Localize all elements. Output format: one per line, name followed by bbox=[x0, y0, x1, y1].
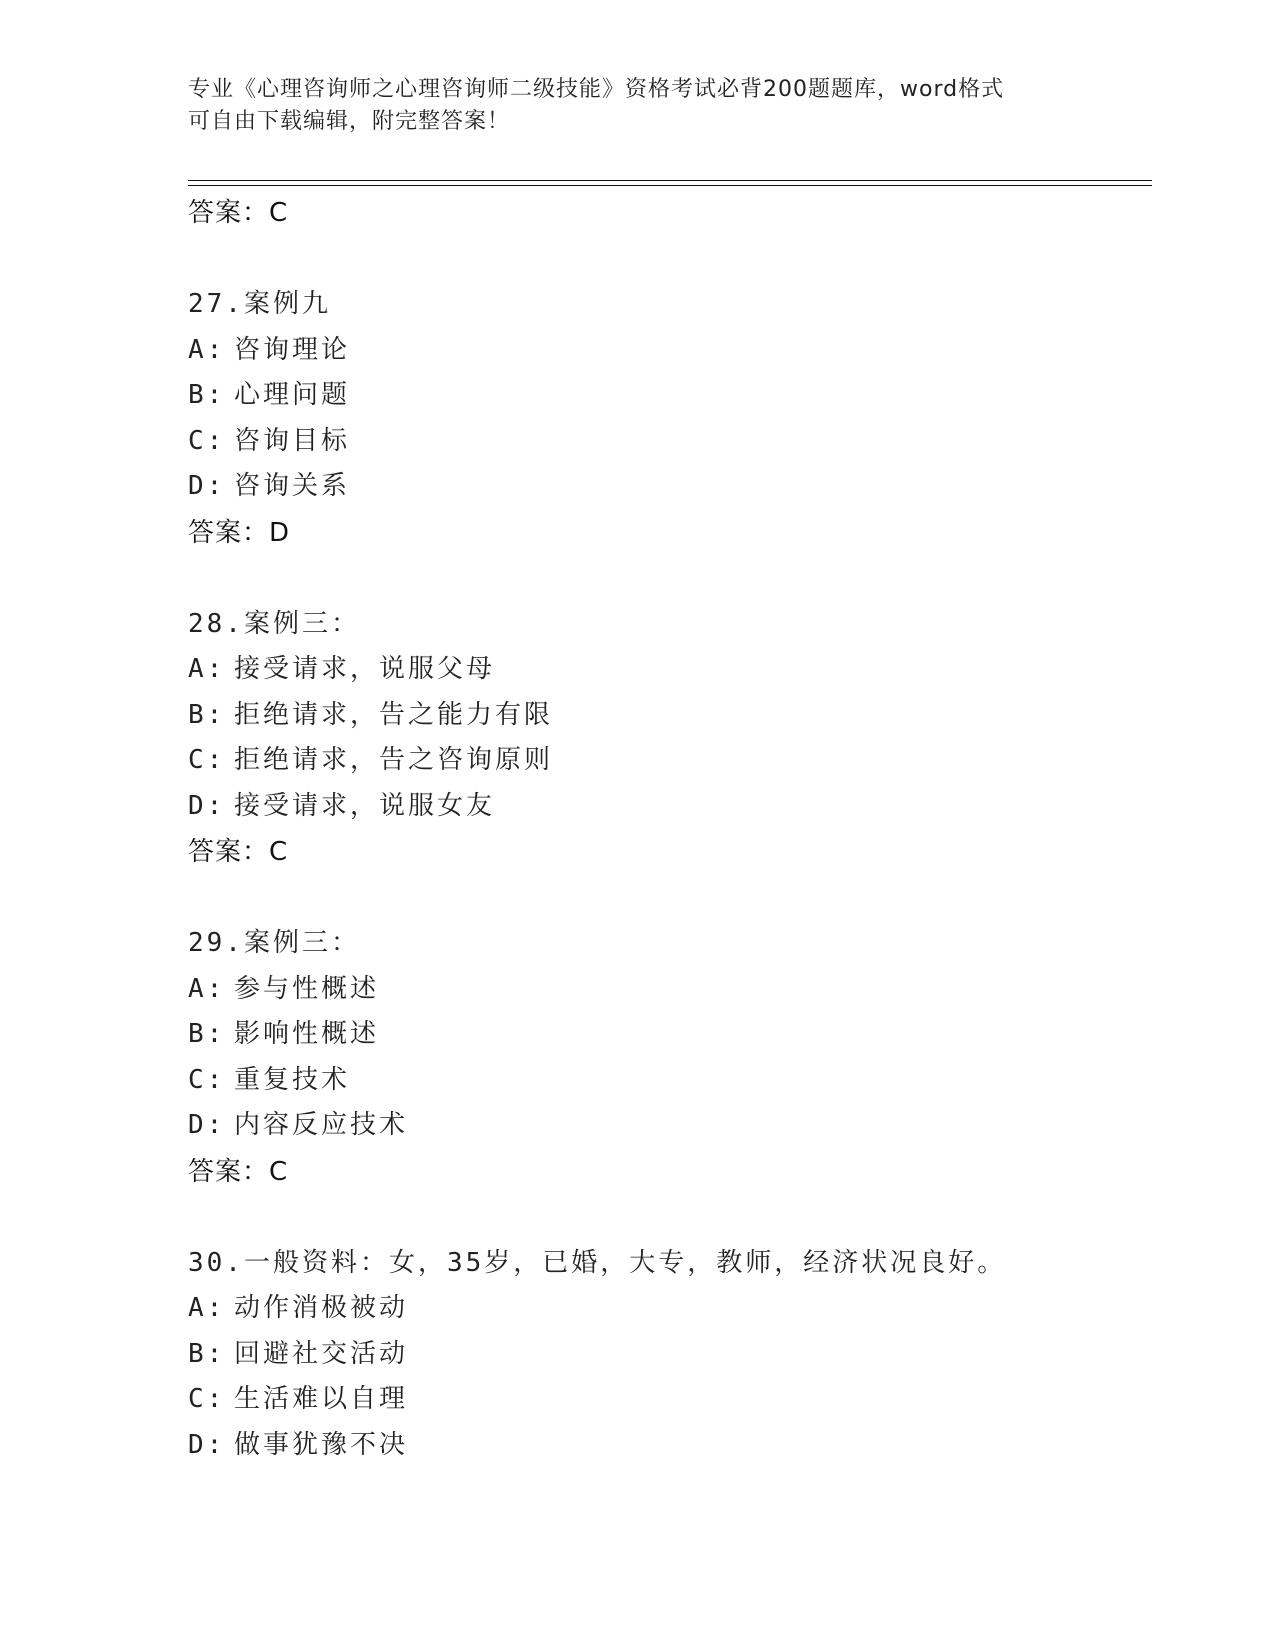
answer-value: C bbox=[269, 198, 289, 228]
question-text: 一般资料：女，35岁，已婚，大专，教师，经济状况良好。 bbox=[243, 1247, 1007, 1278]
question-content bbox=[188, 190, 1148, 1468]
option-b bbox=[188, 1332, 1148, 1378]
question-text: 案例三： bbox=[243, 608, 360, 639]
question-27 bbox=[188, 282, 1148, 556]
answer-value: C bbox=[269, 1156, 289, 1187]
option-text: 接受请求，说服父母 bbox=[234, 654, 496, 684]
option-letter: C: bbox=[188, 425, 226, 456]
question-number: 27. bbox=[188, 289, 244, 319]
question-answer bbox=[188, 510, 1148, 556]
option-text: 拒绝请求，告之能力有限 bbox=[234, 699, 554, 730]
question-29 bbox=[188, 921, 1148, 1195]
option-b bbox=[188, 1012, 1148, 1058]
question-stem bbox=[188, 921, 1148, 967]
option-letter: B: bbox=[188, 380, 226, 410]
option-c bbox=[188, 1058, 1148, 1104]
option-a bbox=[188, 647, 1148, 693]
option-letter: C: bbox=[188, 1384, 226, 1414]
option-a bbox=[188, 1286, 1148, 1332]
header-title-line-1: 专业《心理咨询师之心理咨询师二级技能》资格考试必背200题题库，word格式 bbox=[188, 77, 1005, 102]
answer-label: 答案： bbox=[188, 517, 270, 548]
option-d bbox=[188, 1103, 1148, 1149]
option-text: 咨询关系 bbox=[234, 471, 351, 501]
option-letter: D: bbox=[188, 471, 226, 501]
option-letter: B: bbox=[188, 1338, 226, 1369]
option-text: 心理问题 bbox=[234, 380, 351, 410]
option-d bbox=[188, 784, 1148, 830]
option-letter: B: bbox=[188, 699, 226, 730]
option-text: 咨询理论 bbox=[234, 334, 351, 365]
option-text: 重复技术 bbox=[234, 1064, 351, 1095]
option-letter: A: bbox=[188, 654, 226, 684]
question-28 bbox=[188, 602, 1148, 876]
option-b bbox=[188, 693, 1148, 739]
option-letter: D: bbox=[188, 1429, 226, 1460]
option-text: 接受请求，说服女友 bbox=[234, 790, 496, 821]
option-d bbox=[188, 464, 1148, 510]
option-text: 影响性概述 bbox=[234, 1019, 380, 1049]
header-title-line-2: 可自由下载编辑，附完整答案！ bbox=[188, 109, 511, 134]
option-letter: D: bbox=[188, 790, 226, 821]
option-c bbox=[188, 1377, 1148, 1423]
option-letter: B: bbox=[188, 1019, 226, 1049]
question-number: 30. bbox=[188, 1247, 244, 1278]
option-text: 内容反应技术 bbox=[234, 1110, 409, 1140]
option-letter: C: bbox=[188, 745, 226, 775]
previous-answer bbox=[188, 190, 1148, 236]
option-text: 拒绝请求，告之咨询原则 bbox=[234, 745, 554, 775]
question-30 bbox=[188, 1241, 1148, 1469]
question-stem bbox=[188, 602, 1148, 648]
option-a bbox=[188, 967, 1148, 1013]
option-text: 做事犹豫不决 bbox=[234, 1429, 409, 1460]
question-text: 案例九 bbox=[243, 289, 331, 319]
answer-label: 答案： bbox=[188, 837, 270, 867]
answer-value: C bbox=[269, 837, 289, 867]
option-letter: A: bbox=[188, 973, 226, 1004]
option-a bbox=[188, 328, 1148, 374]
question-text: 案例三： bbox=[243, 928, 360, 958]
option-text: 动作消极被动 bbox=[234, 1293, 409, 1323]
question-answer bbox=[188, 1149, 1148, 1195]
option-letter: C: bbox=[188, 1064, 226, 1095]
header-divider-top bbox=[188, 180, 1152, 181]
option-text: 生活难以自理 bbox=[234, 1384, 409, 1414]
option-text: 咨询目标 bbox=[234, 425, 351, 456]
question-number: 28. bbox=[188, 608, 244, 639]
answer-value: D bbox=[269, 517, 291, 548]
option-text: 回避社交活动 bbox=[234, 1338, 409, 1369]
option-letter: A: bbox=[188, 334, 226, 365]
question-stem bbox=[188, 1241, 1148, 1287]
option-d bbox=[188, 1423, 1148, 1469]
answer-label: 答案： bbox=[188, 198, 270, 228]
option-b bbox=[188, 373, 1148, 419]
question-number: 29. bbox=[188, 928, 244, 958]
option-c bbox=[188, 738, 1148, 784]
question-answer bbox=[188, 829, 1148, 875]
option-text: 参与性概述 bbox=[234, 973, 380, 1004]
question-stem bbox=[188, 282, 1148, 328]
header-divider-bottom bbox=[188, 185, 1152, 186]
document-header bbox=[188, 74, 1088, 138]
answer-label: 答案： bbox=[188, 1156, 270, 1187]
option-letter: D: bbox=[188, 1110, 226, 1140]
option-letter: A: bbox=[188, 1293, 226, 1323]
option-c bbox=[188, 419, 1148, 465]
